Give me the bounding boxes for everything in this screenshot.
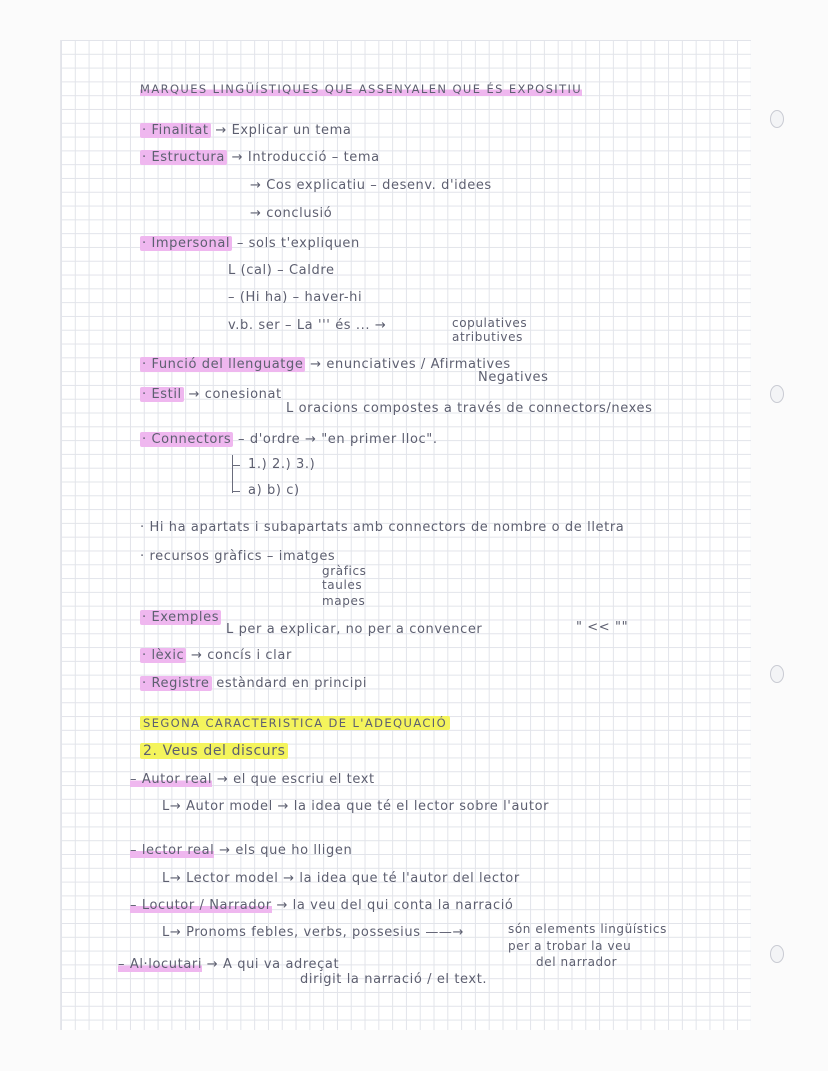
lexic-key: · lèxic bbox=[142, 648, 185, 663]
lector-model: L→ Lector model → la idea que té l'autor del lector bbox=[162, 871, 520, 886]
section2-heading-text: SEGONA CARACTERISTICA DE L'ADEQUACIÓ bbox=[140, 716, 450, 730]
section2-subheading-text: 2. Veus del discurs bbox=[140, 743, 288, 759]
alocutari-key: – Al·locutari bbox=[118, 957, 203, 972]
item-estil bbox=[140, 387, 282, 402]
item-autor-real bbox=[130, 772, 375, 787]
funcio-value-2: Negatives bbox=[478, 370, 549, 385]
autor-model: L→ Autor model → la idea que té el lector sobre l'autor bbox=[162, 799, 550, 814]
impersonal-line-3: – (Hi ha) – haver-hi bbox=[228, 290, 363, 305]
locutor-value: → la veu del qui conta la narració bbox=[276, 898, 514, 913]
locutor-key: – Locutor / Narrador bbox=[130, 898, 272, 913]
alocutari-value: → A qui va adreçat bbox=[206, 957, 340, 972]
impersonal-line-4b: copulatives bbox=[452, 316, 528, 330]
lector-value: → els que ho lligen bbox=[219, 843, 353, 858]
binder-hole bbox=[770, 110, 784, 128]
funcio-value: → enunciatives / Afirmatives bbox=[310, 357, 511, 372]
autor-value: → el que escriu el text bbox=[216, 772, 375, 787]
binder-hole bbox=[770, 385, 784, 403]
impersonal-line-4c: atributives bbox=[452, 330, 523, 344]
locutor-line-2c: per a trobar la veu bbox=[508, 939, 632, 953]
lexic-value: → concís i clar bbox=[191, 648, 292, 663]
funcio-key: · Funció del llenguatge bbox=[142, 357, 304, 372]
connectors-line-3: a) b) c) bbox=[248, 483, 300, 498]
estil-line-2: L oracions compostes a través de connectors/nexes bbox=[286, 401, 653, 416]
estil-key: · Estil bbox=[142, 387, 182, 402]
estructura-line-3: → conclusió bbox=[250, 206, 333, 221]
estructura-key: · Estructura bbox=[142, 150, 225, 165]
impersonal-line-2: L (cal) – Caldre bbox=[228, 263, 335, 278]
alocutari-line-2: dirigit la narració / el text. bbox=[300, 972, 488, 987]
lector-key: – lector real bbox=[130, 843, 215, 858]
binder-hole bbox=[770, 945, 784, 963]
connectors-key: · Connectors bbox=[142, 432, 232, 447]
item-estructura bbox=[140, 150, 380, 165]
recursos-line-4: mapes bbox=[322, 594, 366, 608]
page-title-text: MARQUES LINGÜÍSTIQUES QUE ASSENYALEN QUE ÉS EXPOSITIU bbox=[140, 82, 583, 96]
locutor-line-2: L→ Pronoms febles, verbs, possesius ——→ bbox=[162, 925, 465, 940]
estructura-value: → Introducció – tema bbox=[231, 150, 380, 165]
item-alocutari bbox=[118, 957, 339, 972]
impersonal-line-4: v.b. ser – La ''' és ... → bbox=[228, 318, 387, 333]
binder-hole bbox=[770, 665, 784, 683]
registre-value: estàndard en principi bbox=[216, 676, 368, 691]
connectors-bracket-tick bbox=[232, 465, 240, 466]
connectors-value: – d'ordre → "en primer lloc". bbox=[238, 432, 438, 447]
item-exemples bbox=[140, 610, 221, 625]
item-apartats: · Hi ha apartats i subapartats amb connectors de nombre o de lletra bbox=[140, 520, 625, 535]
item-locutor bbox=[130, 898, 513, 913]
registre-key: · Registre bbox=[142, 676, 210, 691]
exemples-key: · Exemples bbox=[142, 610, 220, 625]
connectors-bracket-tick bbox=[232, 491, 240, 492]
item-impersonal bbox=[140, 236, 360, 251]
impersonal-key: · Impersonal bbox=[142, 236, 231, 251]
item-funcio bbox=[140, 357, 511, 372]
recursos-key: · recursos gràfics bbox=[140, 549, 263, 564]
page-title bbox=[140, 82, 582, 96]
exemples-value: L per a explicar, no per a convencer bbox=[226, 622, 483, 637]
item-recursos bbox=[140, 549, 335, 564]
finalitat-key: · Finalitat bbox=[142, 123, 209, 138]
section2-subheading bbox=[140, 743, 288, 759]
autor-key: – Autor real bbox=[130, 772, 213, 787]
item-finalitat bbox=[140, 123, 351, 138]
locutor-line-2d: del narrador bbox=[536, 955, 618, 969]
item-connectors bbox=[140, 432, 438, 447]
exemples-quote-marks: " << "" bbox=[576, 620, 629, 635]
locutor-line-2b: són elements lingüístics bbox=[508, 922, 667, 936]
impersonal-value: – sols t'expliquen bbox=[236, 236, 360, 251]
item-lector-real bbox=[130, 843, 352, 858]
recursos-line-3: taules bbox=[322, 578, 363, 592]
connectors-line-2: 1.) 2.) 3.) bbox=[248, 457, 316, 472]
estil-value: → conesionat bbox=[188, 387, 282, 402]
section2-heading bbox=[140, 716, 450, 730]
estructura-line-2: → Cos explicatiu – desenv. d'idees bbox=[250, 178, 492, 193]
finalitat-value: → Explicar un tema bbox=[215, 123, 352, 138]
connectors-bracket bbox=[232, 455, 233, 493]
item-lexic bbox=[140, 648, 292, 663]
recursos-value: – imatges bbox=[266, 549, 336, 564]
item-registre bbox=[140, 676, 367, 691]
recursos-line-2: gràfics bbox=[322, 564, 367, 578]
